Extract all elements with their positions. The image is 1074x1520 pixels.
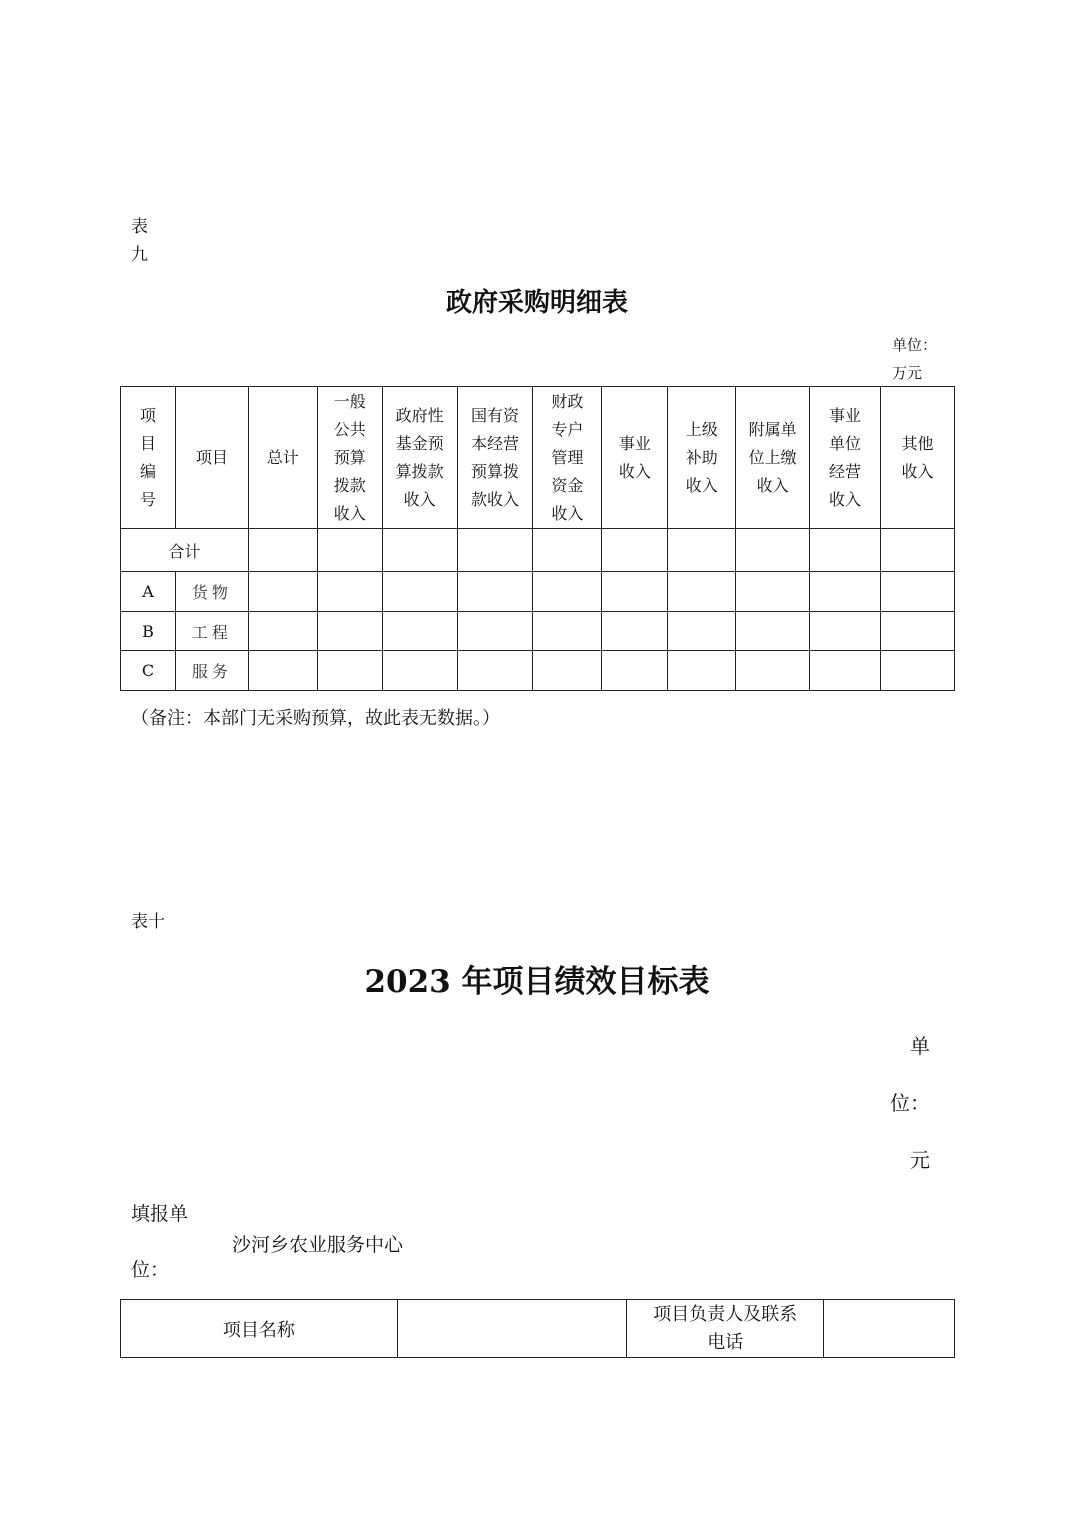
header-cell: 财政 专户 管理 资金 收入: [533, 387, 602, 529]
filler-label: 填报单 位：: [131, 1203, 189, 1281]
header-cell: 国有资 本经营 预算拨 款收入: [457, 387, 533, 529]
row-name: 货物: [175, 572, 248, 612]
table10-title: 2023 年项目绩效目标表: [364, 964, 710, 1000]
header-cell: 总计: [248, 387, 317, 529]
table10-unit-3: 元: [910, 1148, 930, 1172]
procurement-table: [120, 386, 955, 691]
table10-unit-1: 单: [910, 1034, 930, 1058]
header-cell: 项 目 编 号: [121, 387, 176, 529]
contact-label: 项目负责人及联系 电话: [627, 1300, 824, 1358]
table9-label: 表 九: [131, 217, 148, 265]
header-cell: 其他 收入: [881, 387, 955, 529]
table-row: [121, 1300, 955, 1358]
header-cell: 事业 收入: [602, 387, 668, 529]
table9-header-row: [121, 387, 955, 529]
table9-title: 政府采购明细表: [445, 288, 628, 318]
header-cell: 政府性 基金预 算拨款 收入: [382, 387, 457, 529]
performance-table: [120, 1299, 955, 1358]
row-name: 工程: [175, 612, 248, 651]
row-code: B: [121, 612, 176, 651]
row-name: 服务: [175, 651, 248, 691]
total-label: 合计: [121, 529, 249, 572]
table-row: [121, 612, 955, 651]
contact-value: [824, 1300, 955, 1358]
header-cell: 事业 单位 经营 收入: [810, 387, 881, 529]
table-row: [121, 651, 955, 691]
project-name-label: 项目名称: [121, 1300, 398, 1358]
header-cell: 项目: [175, 387, 248, 529]
row-code: A: [121, 572, 176, 612]
row-code: C: [121, 651, 176, 691]
table9-unit: 单位： 万元: [892, 336, 938, 382]
header-cell: 一般 公共 预算 拨款 收入: [317, 387, 382, 529]
project-name-value: [397, 1300, 627, 1358]
table10-unit-2: 位：: [890, 1091, 930, 1115]
table-row: [121, 572, 955, 612]
filler-value: 沙河乡农业服务中心: [232, 1234, 404, 1256]
table9-total-row: [121, 529, 955, 572]
header-cell: 附属单 位上缴 收入: [736, 387, 810, 529]
header-cell: 上级 补助 收入: [668, 387, 736, 529]
table9-note: （备注：本部门无采购预算，故此表无数据。）: [131, 708, 500, 729]
table10-label: 表十: [131, 912, 165, 932]
